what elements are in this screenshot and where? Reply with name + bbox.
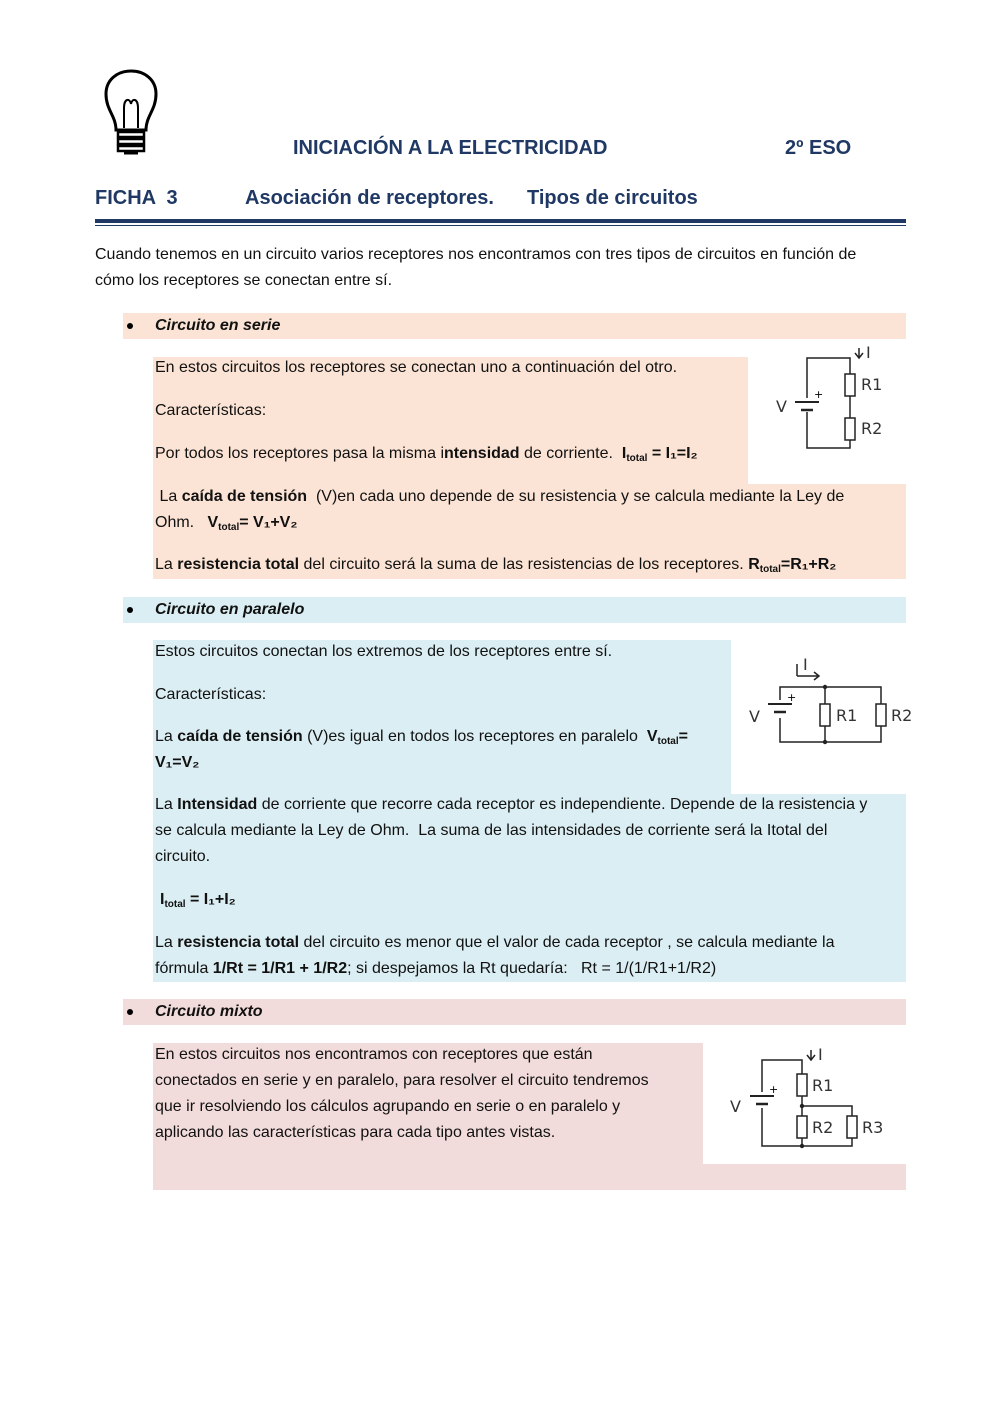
bold-term: ntensidad [444, 445, 520, 462]
paralelo-paragraph-1: Estos circuitos conectan los extremos de los receptores entre sí. [155, 643, 613, 660]
grade-label: 2º ESO [785, 137, 852, 159]
diagram-label-plus: + [787, 691, 797, 704]
paralelo-paragraph-3: La caída de tensión (V)es igual en todos los receptores en paralelo $V_{total}=$ [155, 728, 688, 747]
bullet-dot [127, 1009, 133, 1015]
diagram-label-i: I [818, 1045, 823, 1064]
formula-vtotal: $V_{total}= V_1+V_2$ [207, 514, 298, 533]
mixto-line-4: aplicando las características para cada tipo antes vistas. [155, 1124, 556, 1141]
serie-paragraph-3 [155, 441, 698, 467]
header-rule-thick [95, 219, 906, 223]
serie-heading: Circuito en serie [155, 317, 281, 334]
bold-term: resistencia total [177, 934, 300, 951]
page-title: INICIACIÓN A LA ELECTRICIDAD [293, 137, 608, 159]
mixto-heading: Circuito mixto [155, 1003, 263, 1020]
diagram-label-v: V [749, 707, 760, 726]
diagram-label-r2: R2 [861, 419, 883, 438]
diagram-label-r2: R2 [891, 706, 913, 725]
series-circuit-diagram [765, 340, 905, 456]
parallel-circuit-diagram [745, 652, 920, 752]
mixto-line-3: que ir resolviendo los cálculos agrupando en serie o en paralelo y [155, 1098, 621, 1115]
serie-paragraph-4b: Ohm. $V_{total}= V_1+V_2$ [155, 514, 298, 533]
paralelo-paragraph-4c: circuito. [155, 848, 211, 865]
bullet-dot [127, 607, 133, 613]
subtitle-asociacion: Asociación de receptores. [245, 187, 494, 209]
bullet-dot [127, 323, 133, 329]
paralelo-paragraph-4: La Intensidad de corriente que recorre cada receptor es independiente. Depende de la resistencia y [155, 796, 868, 813]
diagram-label-plus: + [814, 388, 824, 401]
diagram-label-v: V [776, 397, 787, 416]
diagram-label-v: V [730, 1097, 741, 1116]
diagram-label-r3: R3 [862, 1118, 884, 1137]
serie-paragraph-2: Características: [155, 402, 267, 419]
paralelo-heading: Circuito en paralelo [155, 601, 305, 618]
paralelo-paragraph-4b: se calcula mediante la Ley de Ohm. La suma de las intensidades de corriente será la Itotal del [155, 822, 828, 839]
bold-term: resistencia total [177, 556, 300, 573]
intro-line-1: Cuando tenemos en un circuito varios receptores nos encontramos con tres tipos de circuitos en función de [95, 246, 857, 263]
formula-rtotal: $R_{total}=R_1+R_2$ [748, 556, 837, 575]
ficha-label: FICHA 3 [95, 187, 178, 209]
paralelo-paragraph-6b: fórmula 1/Rt = 1/R1 + 1/R2; si despejamos la Rt quedaría: Rt = 1/(1/R1+1/R2) [155, 960, 717, 977]
serie-paragraph-1: En estos circuitos los receptores se conectan uno a continuación del otro. [155, 359, 678, 376]
diagram-label-r1: R1 [812, 1076, 834, 1095]
header-rule-thin [95, 225, 906, 226]
diagram-label-i: I [866, 343, 871, 362]
diagram-label-i: I [803, 655, 808, 674]
diagram-label-r1: R1 [861, 375, 883, 394]
mixto-line-1: En estos circuitos nos encontramos con receptores que están [155, 1046, 593, 1063]
lightbulb-icon [100, 68, 162, 160]
subtitle-tipos: Tipos de circuitos [527, 187, 698, 209]
diagram-label-r2: R2 [812, 1118, 834, 1137]
mixto-line-2: conectados en serie y en paralelo, para resolver el circuito tendremos [155, 1072, 649, 1089]
serie-paragraph-5: La resistencia total del circuito será la suma de las resistencias de los receptores. $R_{total}=R_1+R_2$ [155, 556, 837, 575]
bold-term: caída de tensión [181, 488, 308, 505]
formula-vtotal: $V_{total}=$ [646, 728, 688, 747]
formula-rt: 1/Rt = 1/R1 + 1/R2 [212, 960, 348, 977]
mixed-circuit-diagram [722, 1040, 902, 1156]
formula-itotal: $I_{total} = I_1+I_2$ [160, 891, 236, 910]
intro-line-2: cómo los receptores se conectan entre sí. [95, 272, 393, 289]
text: Por todos los receptores pasa la misma i [155, 445, 445, 462]
paralelo-paragraph-2: Características: [155, 686, 267, 703]
bold-term: caída de tensión [177, 728, 303, 745]
formula-itotal: $I_{total} = I_1=I_2$ [621, 445, 698, 464]
diagram-label-plus: + [769, 1083, 779, 1096]
diagram-label-r1: R1 [836, 706, 858, 725]
paralelo-paragraph-6: La resistencia total del circuito es menor que el valor de cada receptor , se calcula mediante la [155, 934, 835, 951]
mixto-band-bottom [153, 1164, 906, 1190]
paralelo-paragraph-3b: V₁=V₂ [155, 754, 200, 771]
text: de corriente. [519, 445, 613, 462]
bold-term: Intensidad [177, 796, 258, 813]
serie-paragraph-4: La caída de tensión (V)en cada uno depende de su resistencia y se calcula mediante la Ley de [155, 488, 845, 505]
